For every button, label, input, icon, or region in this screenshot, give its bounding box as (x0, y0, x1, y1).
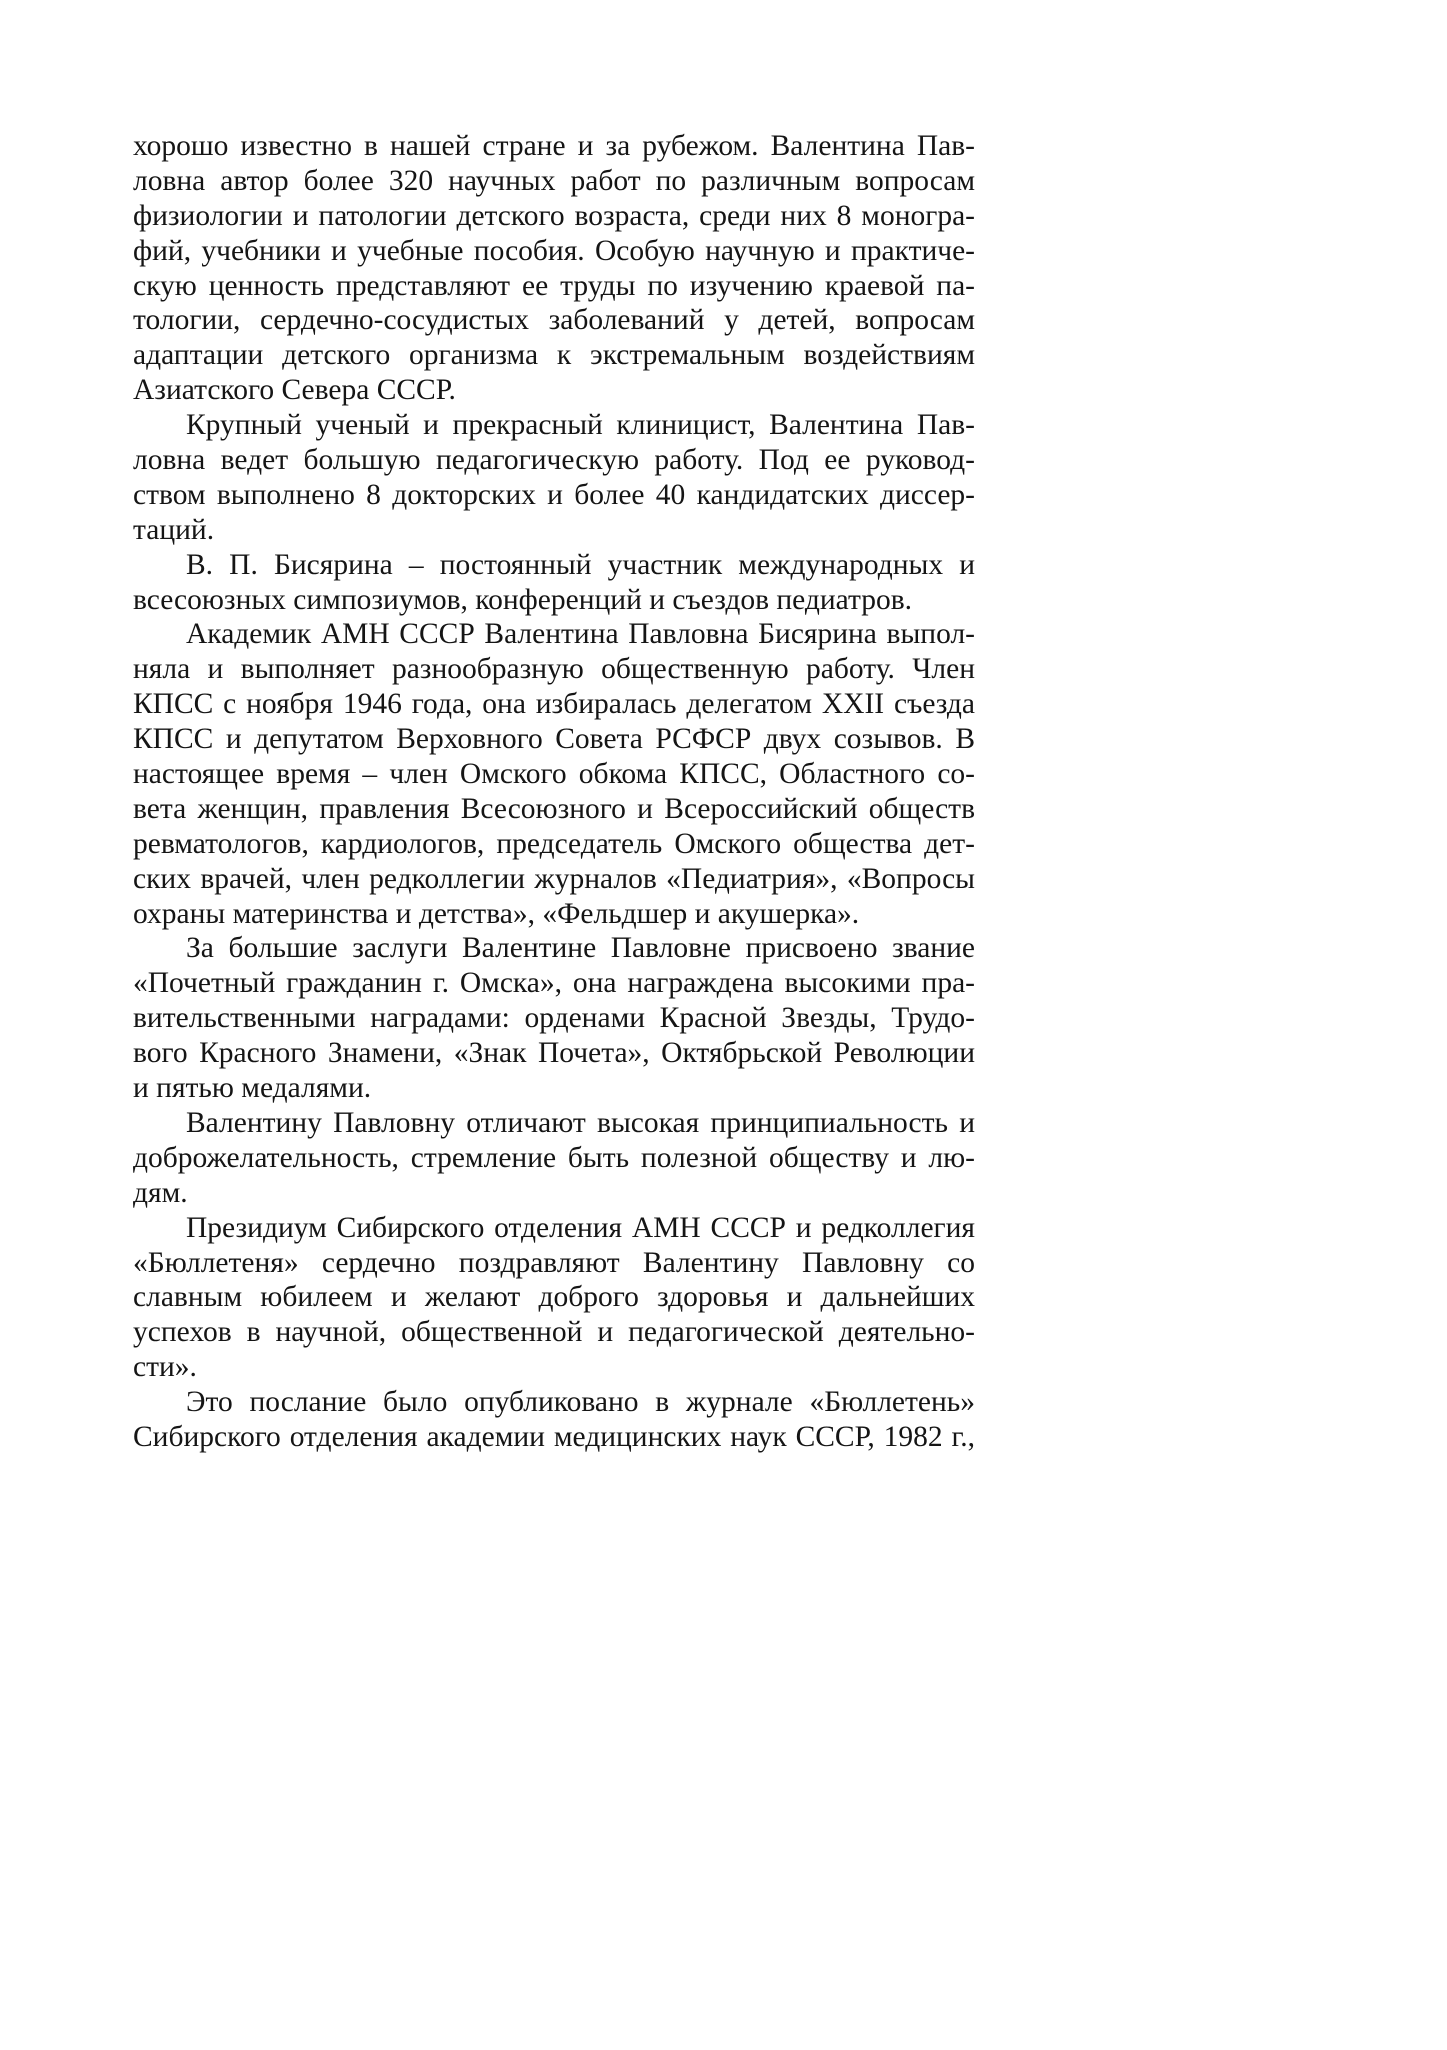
text-line: «Почетный гражданин г. Омска», она награждена высокими пра- (133, 967, 975, 1000)
text-line: всесоюзных симпозиумов, конференций и съездов педиатров. (133, 583, 913, 616)
paragraph-5 (133, 931, 975, 1105)
paragraph-2 (133, 408, 975, 548)
text-line: КПСС и депутатом Верховного Совета РСФСР двух созывов. В (133, 723, 975, 756)
text-line: Азиатского Севера СССР. (133, 374, 456, 407)
text-line: няла и выполняет разнообразную общественную работу. Член (133, 653, 975, 686)
text-line: сти». (133, 1351, 197, 1384)
text-line: фий, учебники и учебные пособия. Особую научную и практиче- (133, 234, 975, 267)
text-line: успехов в научной, общественной и педагогической деятельно- (133, 1316, 975, 1349)
text-line: Валентину Павловну отличают высокая принципиальность и (186, 1106, 975, 1139)
body-text (133, 129, 975, 1455)
text-line: «Бюллетеня» сердечно поздравляют Валентину Павловну со (133, 1246, 975, 1279)
paragraph-8 (133, 1385, 975, 1455)
paragraph-4 (133, 617, 975, 931)
text-line: настоящее время – член Омского обкома КПСС, Областного со- (133, 758, 975, 791)
paragraph-6 (133, 1106, 975, 1211)
text-line: вительственными наградами: орденами Красной Звезды, Трудо- (133, 1002, 975, 1035)
text-line: Это послание было опубликовано в журнале «Бюллетень» (186, 1386, 975, 1419)
text-line: КПСС с ноября 1946 года, она избиралась делегатом XXII съезда (133, 688, 975, 721)
paragraph-3 (133, 548, 975, 618)
text-line: вета женщин, правления Всесоюзного и Всероссийский обществ (133, 792, 975, 825)
text-line: таций. (133, 513, 215, 546)
text-line: Крупный ученый и прекрасный клиницист, Валентина Пав- (186, 409, 975, 442)
text-line: скую ценность представляют ее труды по изучению краевой па- (133, 269, 975, 302)
text-line: ством выполнено 8 докторских и более 40 кандидатских диссер- (133, 478, 975, 511)
text-line: охраны материнства и детства», «Фельдшер и акушерка». (133, 897, 860, 930)
text-line: В. П. Бисярина – постоянный участник международных и (186, 548, 975, 581)
text-line: ревматологов, кардиологов, председатель Омского общества дет- (133, 827, 975, 860)
text-line: Сибирского отделения академии медицинских наук СССР, 1982 г., (133, 1420, 975, 1453)
text-line: хорошо известно в нашей стране и за рубежом. Валентина Пав- (133, 130, 975, 162)
text-line: и пятью медалями. (133, 1072, 372, 1105)
text-line: ских врачей, член редколлегии журналов «Педиатрия», «Вопросы (133, 862, 975, 895)
text-line: дям. (133, 1176, 188, 1209)
text-line: славным юбилеем и желают доброго здоровья и дальнейших (133, 1281, 975, 1314)
text-line: За большие заслуги Валентине Павловне присвоено звание (186, 932, 975, 965)
text-line: вого Красного Знамени, «Знак Почета», Октябрьской Революции (133, 1037, 975, 1070)
text-line: доброжелательность, стремление быть полезной обществу и лю- (133, 1141, 975, 1174)
text-line: Президиум Сибирского отделения АМН СССР и редколлегия (186, 1211, 975, 1244)
text-line: тологии, сердечно-сосудистых заболеваний у детей, вопросам (133, 304, 975, 337)
paragraph-1 (133, 129, 975, 408)
text-line: Академик АМН СССР Валентина Павловна Бисярина выпол- (186, 618, 975, 651)
paragraph-7 (133, 1211, 975, 1385)
text-line: ловна ведет большую педагогическую работу. Под ее руковод- (133, 444, 975, 477)
text-line: адаптации детского организма к экстремальным воздействиям (133, 339, 975, 372)
text-line: физиологии и патологии детского возраста, среди них 8 моногра- (133, 199, 975, 232)
text-line: ловна автор более 320 научных работ по различным вопросам (133, 164, 975, 197)
